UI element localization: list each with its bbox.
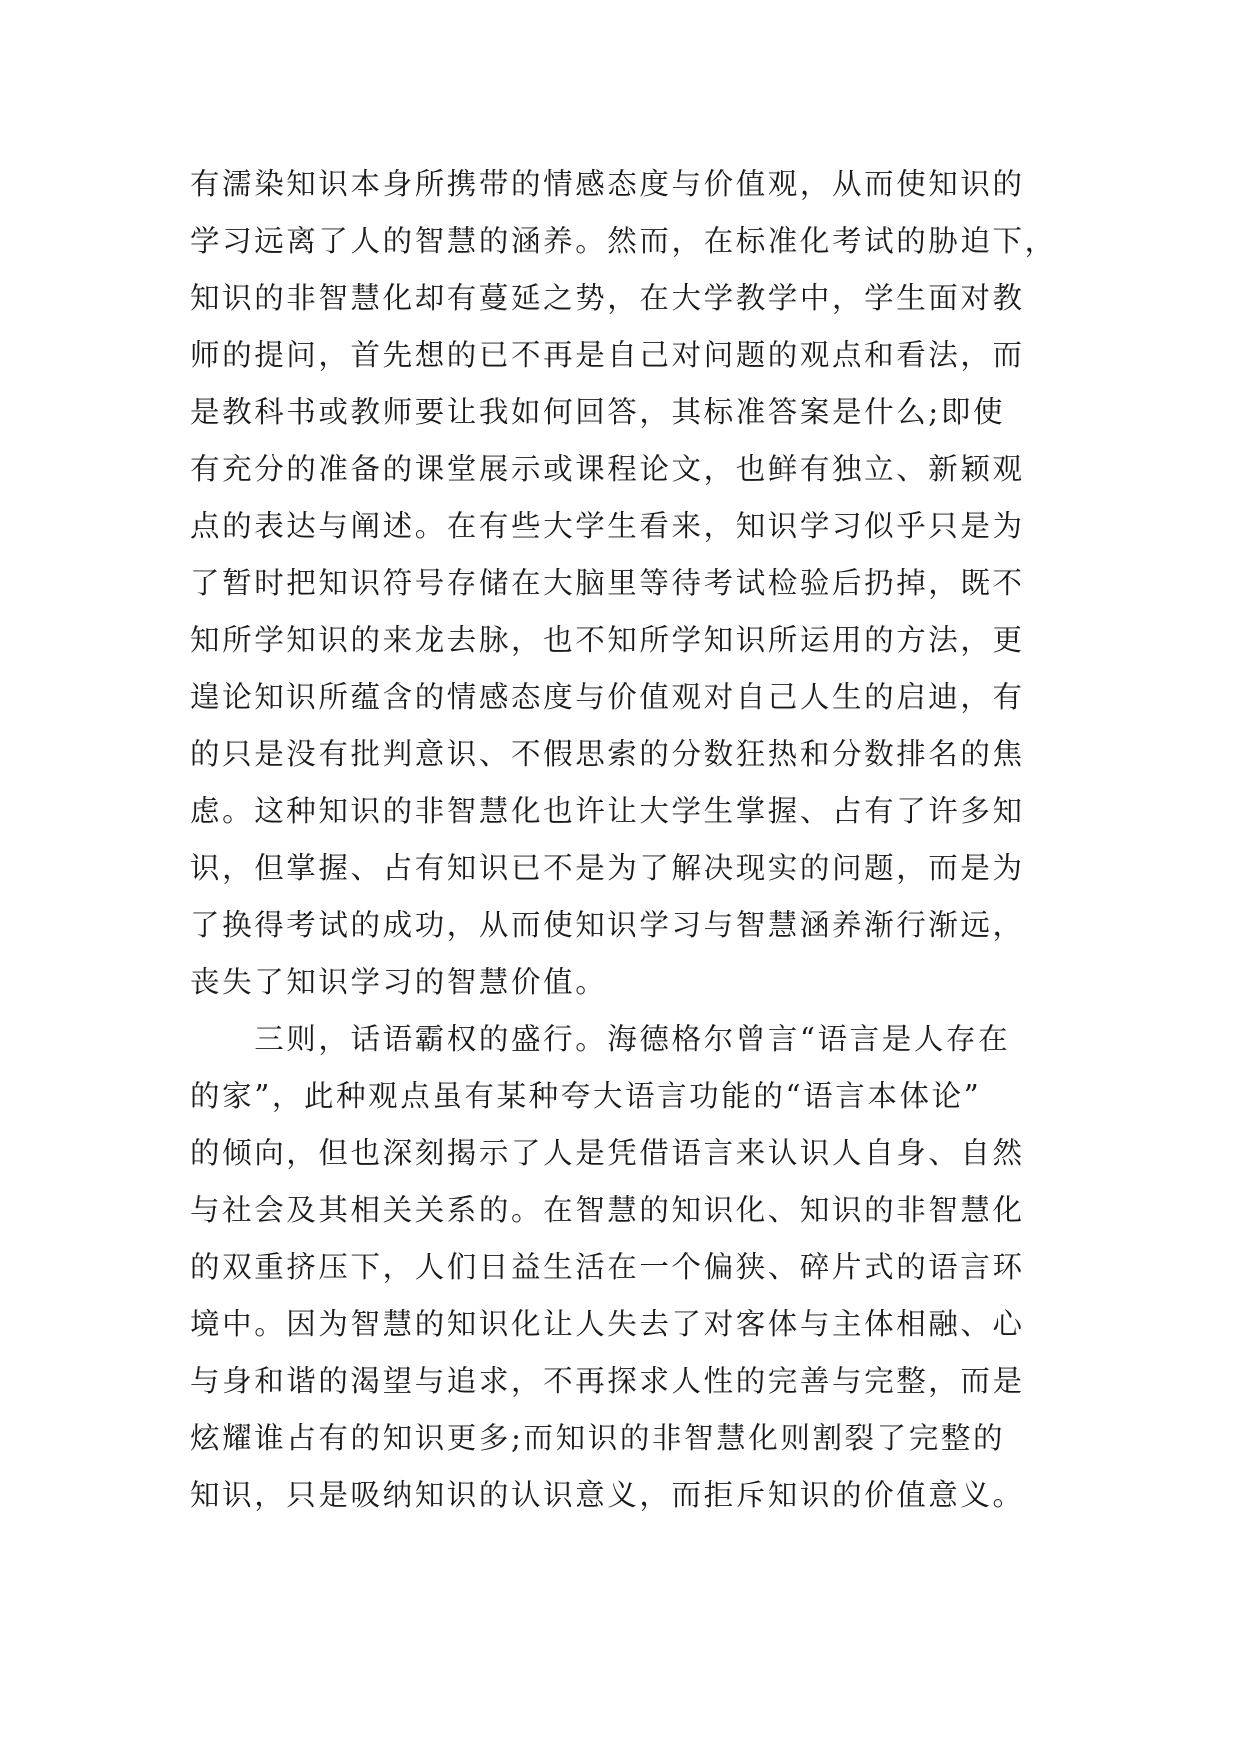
paragraph-start-line: 三则，话语霸权的盛行。海德格尔曾言“语言是人存在	[190, 1022, 1011, 1056]
text-line: 的倾向，但也深刻揭示了人是凭借语言来认识人自身、自然	[190, 1136, 1025, 1170]
text-line: 知所学知识的来龙去脉，也不知所学知识所运用的方法，更	[190, 623, 1025, 657]
text-line: 的只是没有批判意识、不假思索的分数狂热和分数排名的焦	[190, 737, 1025, 771]
body-text	[190, 156, 1070, 1524]
text-line: 有濡染知识本身所携带的情感态度与价值观，从而使知识的	[190, 167, 1025, 201]
text-line: 境中。因为智慧的知识化让人失去了对客体与主体相融、心	[190, 1307, 1025, 1341]
text-line: 师的提问，首先想的已不再是自己对问题的观点和看法，而	[190, 338, 1025, 372]
text-line: 了换得考试的成功，从而使知识学习与智慧涵养渐行渐远，	[190, 908, 1025, 942]
text-line: 与社会及其相关关系的。在智慧的知识化、知识的非智慧化	[190, 1193, 1025, 1227]
text-line: 与身和谐的渴望与追求，不再探求人性的完善与完整，而是	[190, 1364, 1025, 1398]
text-line: 知识的非智慧化却有蔓延之势，在大学教学中，学生面对教	[190, 281, 1025, 315]
text-line: 有充分的准备的课堂展示或课程论文，也鲜有独立、新颖观	[190, 452, 1025, 486]
text-line: 了暂时把知识符号存储在大脑里等待考试检验后扔掉，既不	[190, 566, 1025, 600]
text-line: 遑论知识所蕴含的情感态度与价值观对自己人生的启迪，有	[190, 680, 1025, 714]
text-line: 丧失了知识学习的智慧价值。	[190, 965, 608, 999]
text-line: 点的表达与阐述。在有些大学生看来，知识学习似乎只是为	[190, 509, 1025, 543]
text-line: 是教科书或教师要让我如何回答，其标准答案是什么;即使	[190, 395, 1006, 429]
text-line: 的双重挤压下，人们日益生活在一个偏狭、碎片式的语言环	[190, 1250, 1025, 1284]
text-line: 识，但掌握、占有知识已不是为了解决现实的问题，而是为	[190, 851, 1025, 885]
text-line: 炫耀谁占有的知识更多;而知识的非智慧化则割裂了完整的	[190, 1421, 1006, 1455]
text-line: 虑。这种知识的非智慧化也许让大学生掌握、占有了许多知	[190, 794, 1025, 828]
text-line: 知识，只是吸纳知识的认识意义，而拒斥知识的价值意义。	[190, 1478, 1025, 1512]
text-line: 的家”，此种观点虽有某种夸大语言功能的“语言本体论”	[190, 1079, 982, 1113]
text-line: 学习远离了人的智慧的涵养。然而，在标准化考试的胁迫下，	[190, 224, 1057, 258]
